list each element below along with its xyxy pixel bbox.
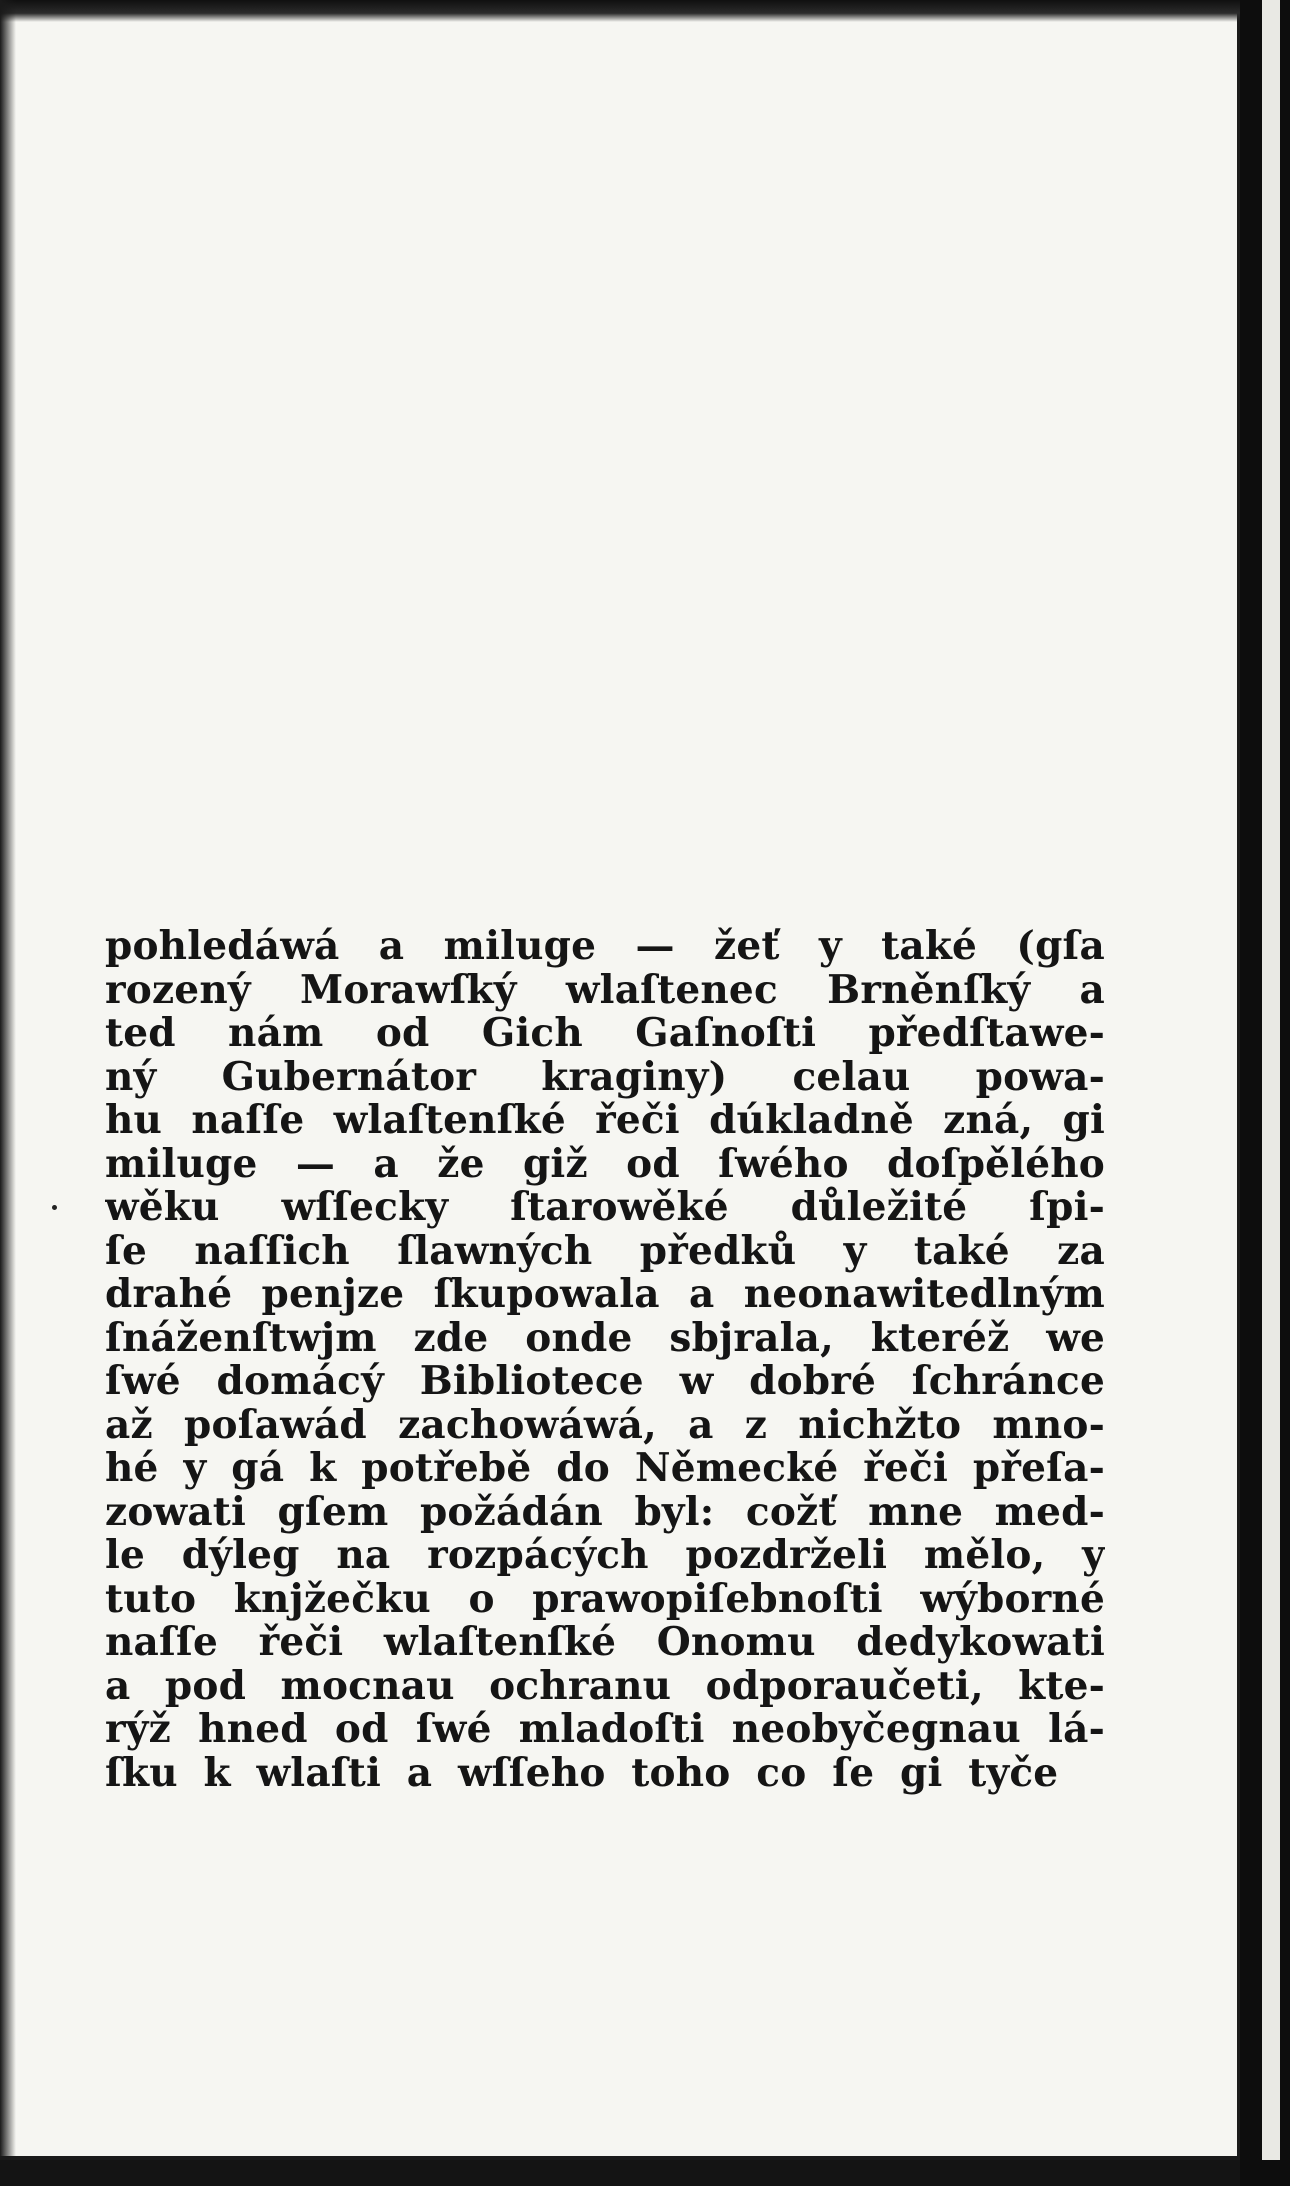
text-line-5: hu naſſe wlaſtenſké řeči dúkladně zná, gi: [105, 1099, 1105, 1143]
text-line-16: tuto knjžečku o prawopiſebnoſti wýborné: [105, 1577, 1105, 1621]
text-line-1: pohledáwá a miluge — žeť y také (gſa: [105, 925, 1105, 969]
print-speck: [52, 1205, 57, 1210]
text-line-15: le dýleg na rozpácých pozdrželi mělo, y: [105, 1534, 1105, 1578]
text-line-7: wěku wſſecky ſtarowěké důležité ſpi-: [105, 1186, 1105, 1230]
text-line-2: rozený Morawſký wlaſtenec Brněnſký a: [105, 968, 1105, 1012]
text-line-14: zowati gſem požádán byl: cožť mne med-: [105, 1490, 1105, 1534]
text-line-8: ſe naſſich ſlawných předků y také za: [105, 1229, 1105, 1273]
text-line-18: a pod mocnau ochranu odporaučeti, kte-: [105, 1664, 1105, 1708]
text-line-10: ſnáženſtwjm zde onde sbjrala, kteréž we: [105, 1316, 1105, 1360]
text-line-12: až poſawád zachowáwá, a z nichžto mno-: [105, 1403, 1105, 1447]
text-line-13: hé y gá k potřebě do Německé řeči přeſa-: [105, 1447, 1105, 1491]
body-text: [105, 925, 1105, 1795]
text-line-6: miluge — a že giž od ſwého doſpělého: [105, 1142, 1105, 1186]
adjacent-page-paper: [1262, 0, 1280, 2160]
text-line-20: ſku k wlaſti a wſſeho toho co ſe gi tyče: [105, 1751, 1059, 1795]
page-left-shadow: [0, 0, 16, 2160]
text-line-9: drahé penjze ſkupowala a neonawitedlným: [105, 1273, 1105, 1317]
text-line-11: ſwé domácý Bibliotece w dobré ſchránce: [105, 1360, 1105, 1404]
text-line-3: ted nám od Gich Gaſnoſti předſtawe-: [105, 1012, 1105, 1056]
text-line-4: ný Gubernátor kraginy) celau powa-: [105, 1055, 1105, 1099]
text-line-19: rýž hned od ſwé mladoſti neobyčegnau lá-: [105, 1708, 1105, 1752]
text-line-17: naſſe řeči wlaſtenſké Onomu dedykowati: [105, 1621, 1105, 1665]
page-top-shadow: [0, 0, 1240, 22]
adjacent-page-edge: [1240, 0, 1290, 2186]
